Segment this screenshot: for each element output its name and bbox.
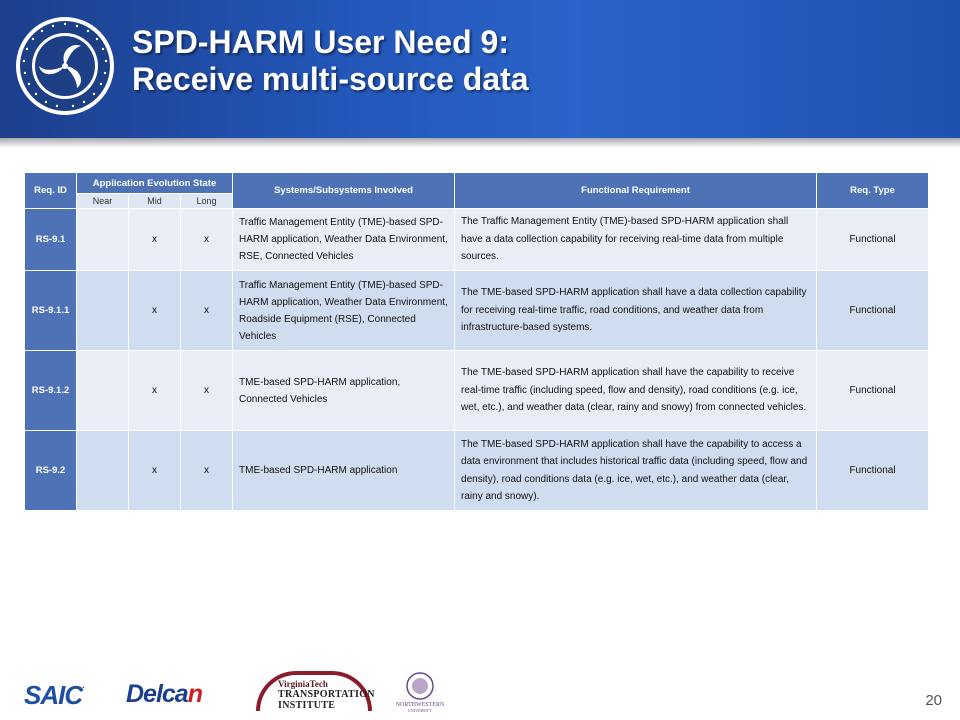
vtti-logo-line2: TRANSPORTATION bbox=[278, 689, 375, 700]
near-cell bbox=[77, 271, 129, 351]
table-row bbox=[25, 271, 929, 351]
saic-logo-mark: . bbox=[82, 680, 84, 690]
vtti-logo-line1: VirginiaTech bbox=[278, 679, 328, 689]
header-mid: Mid bbox=[129, 194, 181, 209]
svg-text:UNIVERSITY: UNIVERSITY bbox=[408, 708, 432, 713]
header-req-type: Req. Type bbox=[817, 173, 929, 209]
req-type-cell: Functional bbox=[817, 271, 929, 351]
mid-cell: x bbox=[129, 209, 181, 271]
us-dot-seal-icon bbox=[15, 16, 115, 116]
near-cell bbox=[77, 351, 129, 431]
systems-cell: Traffic Management Entity (TME)-based SPD-HARM application, Weather Data Environment, RSE, Connected Vehicles bbox=[233, 209, 455, 271]
long-cell: x bbox=[181, 271, 233, 351]
req-id-cell: RS-9.1.1 bbox=[25, 271, 77, 351]
vtti-logo bbox=[256, 671, 374, 713]
long-cell: x bbox=[181, 209, 233, 271]
req-type-cell: Functional bbox=[817, 431, 929, 511]
systems-cell: TME-based SPD-HARM application, Connected Vehicles bbox=[233, 351, 455, 431]
req-type-cell: Functional bbox=[817, 209, 929, 271]
requirements-table bbox=[24, 172, 929, 511]
header-app-evolution: Application Evolution State bbox=[77, 173, 233, 194]
near-cell bbox=[77, 209, 129, 271]
long-cell: x bbox=[181, 431, 233, 511]
req-id-cell: RS-9.1.2 bbox=[25, 351, 77, 431]
requirement-cell: The TME-based SPD-HARM application shall have a data collection capability for receiving real-time traffic, road conditions, and weather data from infrastructure-based systems. bbox=[455, 271, 817, 351]
vtti-logo-line3: INSTITUTE bbox=[278, 700, 336, 711]
requirement-cell: The TME-based SPD-HARM application shall have the capability to receive real-time traffic (including speed, flow and density), road conditions (e.g. ice, wet, etc.), and weather data (clear, rainy and snowy) from connected vehicles. bbox=[455, 351, 817, 431]
table-row bbox=[25, 209, 929, 271]
req-id-cell: RS-9.2 bbox=[25, 431, 77, 511]
saic-logo bbox=[24, 680, 84, 711]
header-functional-requirement: Functional Requirement bbox=[455, 173, 817, 209]
saic-logo-text: SAIC bbox=[24, 680, 83, 710]
header-long: Long bbox=[181, 194, 233, 209]
slide-title-line2: Receive multi-source data bbox=[132, 61, 529, 97]
delcan-logo bbox=[126, 680, 202, 709]
header-near: Near bbox=[77, 194, 129, 209]
table-row bbox=[25, 351, 929, 431]
header-req-id: Req. ID bbox=[25, 173, 77, 209]
mid-cell: x bbox=[129, 271, 181, 351]
northwestern-seal-icon bbox=[392, 670, 448, 714]
title-banner-shadow bbox=[0, 138, 960, 148]
svg-text:NORTHWESTERN: NORTHWESTERN bbox=[395, 702, 445, 708]
slide-title-line1: SPD-HARM User Need 9: bbox=[132, 24, 509, 60]
long-cell: x bbox=[181, 351, 233, 431]
requirement-cell: The Traffic Management Entity (TME)-based SPD-HARM application shall have a data collection capability for receiving real-time data from multiple sources. bbox=[455, 209, 817, 271]
systems-cell: Traffic Management Entity (TME)-based SPD-HARM application, Weather Data Environment, Roadside Equipment (RSE), Connected Vehicles bbox=[233, 271, 455, 351]
requirement-cell: The TME-based SPD-HARM application shall have the capability to access a data environment that includes historical traffic data (including speed, flow and density), road conditions data (e.g. ice, wet, etc.), and weather data (clear, rainy and snowy). bbox=[455, 431, 817, 511]
near-cell bbox=[77, 431, 129, 511]
header-systems: Systems/Subsystems Involved bbox=[233, 173, 455, 209]
req-id-cell: RS-9.1 bbox=[25, 209, 77, 271]
page-number: 20 bbox=[925, 692, 942, 709]
delcan-logo-accent: n bbox=[187, 680, 202, 708]
table-header-row bbox=[25, 173, 929, 194]
systems-cell: TME-based SPD-HARM application bbox=[233, 431, 455, 511]
mid-cell: x bbox=[129, 351, 181, 431]
mid-cell: x bbox=[129, 431, 181, 511]
delcan-logo-text: Delca bbox=[126, 680, 188, 708]
slide-title bbox=[132, 24, 529, 98]
partner-logos bbox=[20, 668, 480, 716]
req-type-cell: Functional bbox=[817, 351, 929, 431]
table-row bbox=[25, 431, 929, 511]
